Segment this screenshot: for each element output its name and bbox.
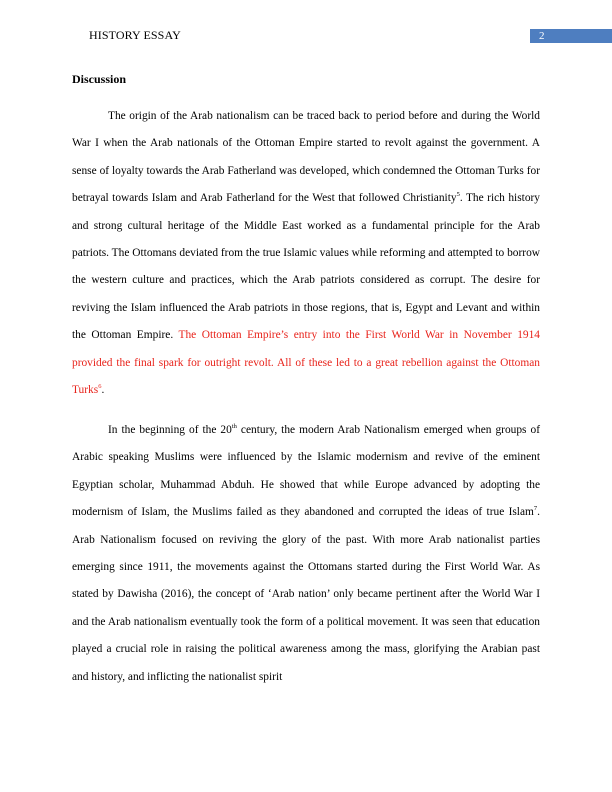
running-header-title: HISTORY ESSAY xyxy=(89,28,181,42)
paragraph-1 xyxy=(72,103,540,404)
ordinal-superscript: th xyxy=(231,423,237,430)
section-heading: Discussion xyxy=(72,72,127,86)
footnote-ref-7: 7 xyxy=(533,505,538,513)
page-number: 2 xyxy=(539,30,545,42)
page-number-bar xyxy=(530,29,612,43)
paragraph-1-red-sentence: The Ottoman Empire’s entry into the First World War in November 1914 provided the final spark for outright revolt. All of these led to a great rebellion against the Ottoman Turks xyxy=(72,329,540,397)
paragraph-2-text-a: In the beginning of the 20 xyxy=(108,424,232,436)
paragraph-2 xyxy=(72,417,540,691)
paragraph-2-text-b: century, the modern Arab Nationalism emerged when groups of Arabic speaking Muslims were influenced by the Islamic modernism and revive of the eminent Egyptian scholar, Muhammad Abduh. He showed that while Europe advanced by adopting the modernism of Islam, the Muslims failed as they abandoned and corrupted the ideas of true Islam xyxy=(72,424,540,519)
paragraph-1-text-c: . xyxy=(101,384,105,397)
paragraph-1-text-a: The origin of the Arab nationalism can be traced back to period before and during the World War I when the Arab nationals of the Ottoman Empire started to revolt against the government. A sense of loyalty towards the Arab Fatherland was developed, which condemned the Ottoman Turks for betrayal towards Islam and Arab Fatherland for the West that followed Christianity xyxy=(72,110,540,205)
footnote-ref-6: 6 xyxy=(98,383,102,391)
footnote-ref-5: 5 xyxy=(456,191,460,199)
paragraph-1-text-b: . The rich history and strong cultural heritage of the Middle East worked as a fundamental principle for the Arab patriots. The Ottomans deviated from the true Islamic values while reforming and attempted to borrow the western culture and practices, which the Arab patriots considered as corrupt. The desire for reviving the Islam influenced the Arab patriots in those regions, that is, Egypt and Levant and within the Ottoman Empire. xyxy=(72,192,540,342)
paragraph-2-text-c: . Arab Nationalism focused on reviving the glory of the past. With more Arab nationalist parties emerging since 1911, the movements against the Ottomans started during the First World War. As stated by Dawisha (2016), the concept of ‘Arab nation’ only became pertinent after the World War I and the Arab nationalism eventually took the form of a political movement. It was seen that education played a crucial role in raising the political awareness among the mass, glorifying the Arabian past and history, and inflicting the nationalist spirit xyxy=(72,506,540,683)
